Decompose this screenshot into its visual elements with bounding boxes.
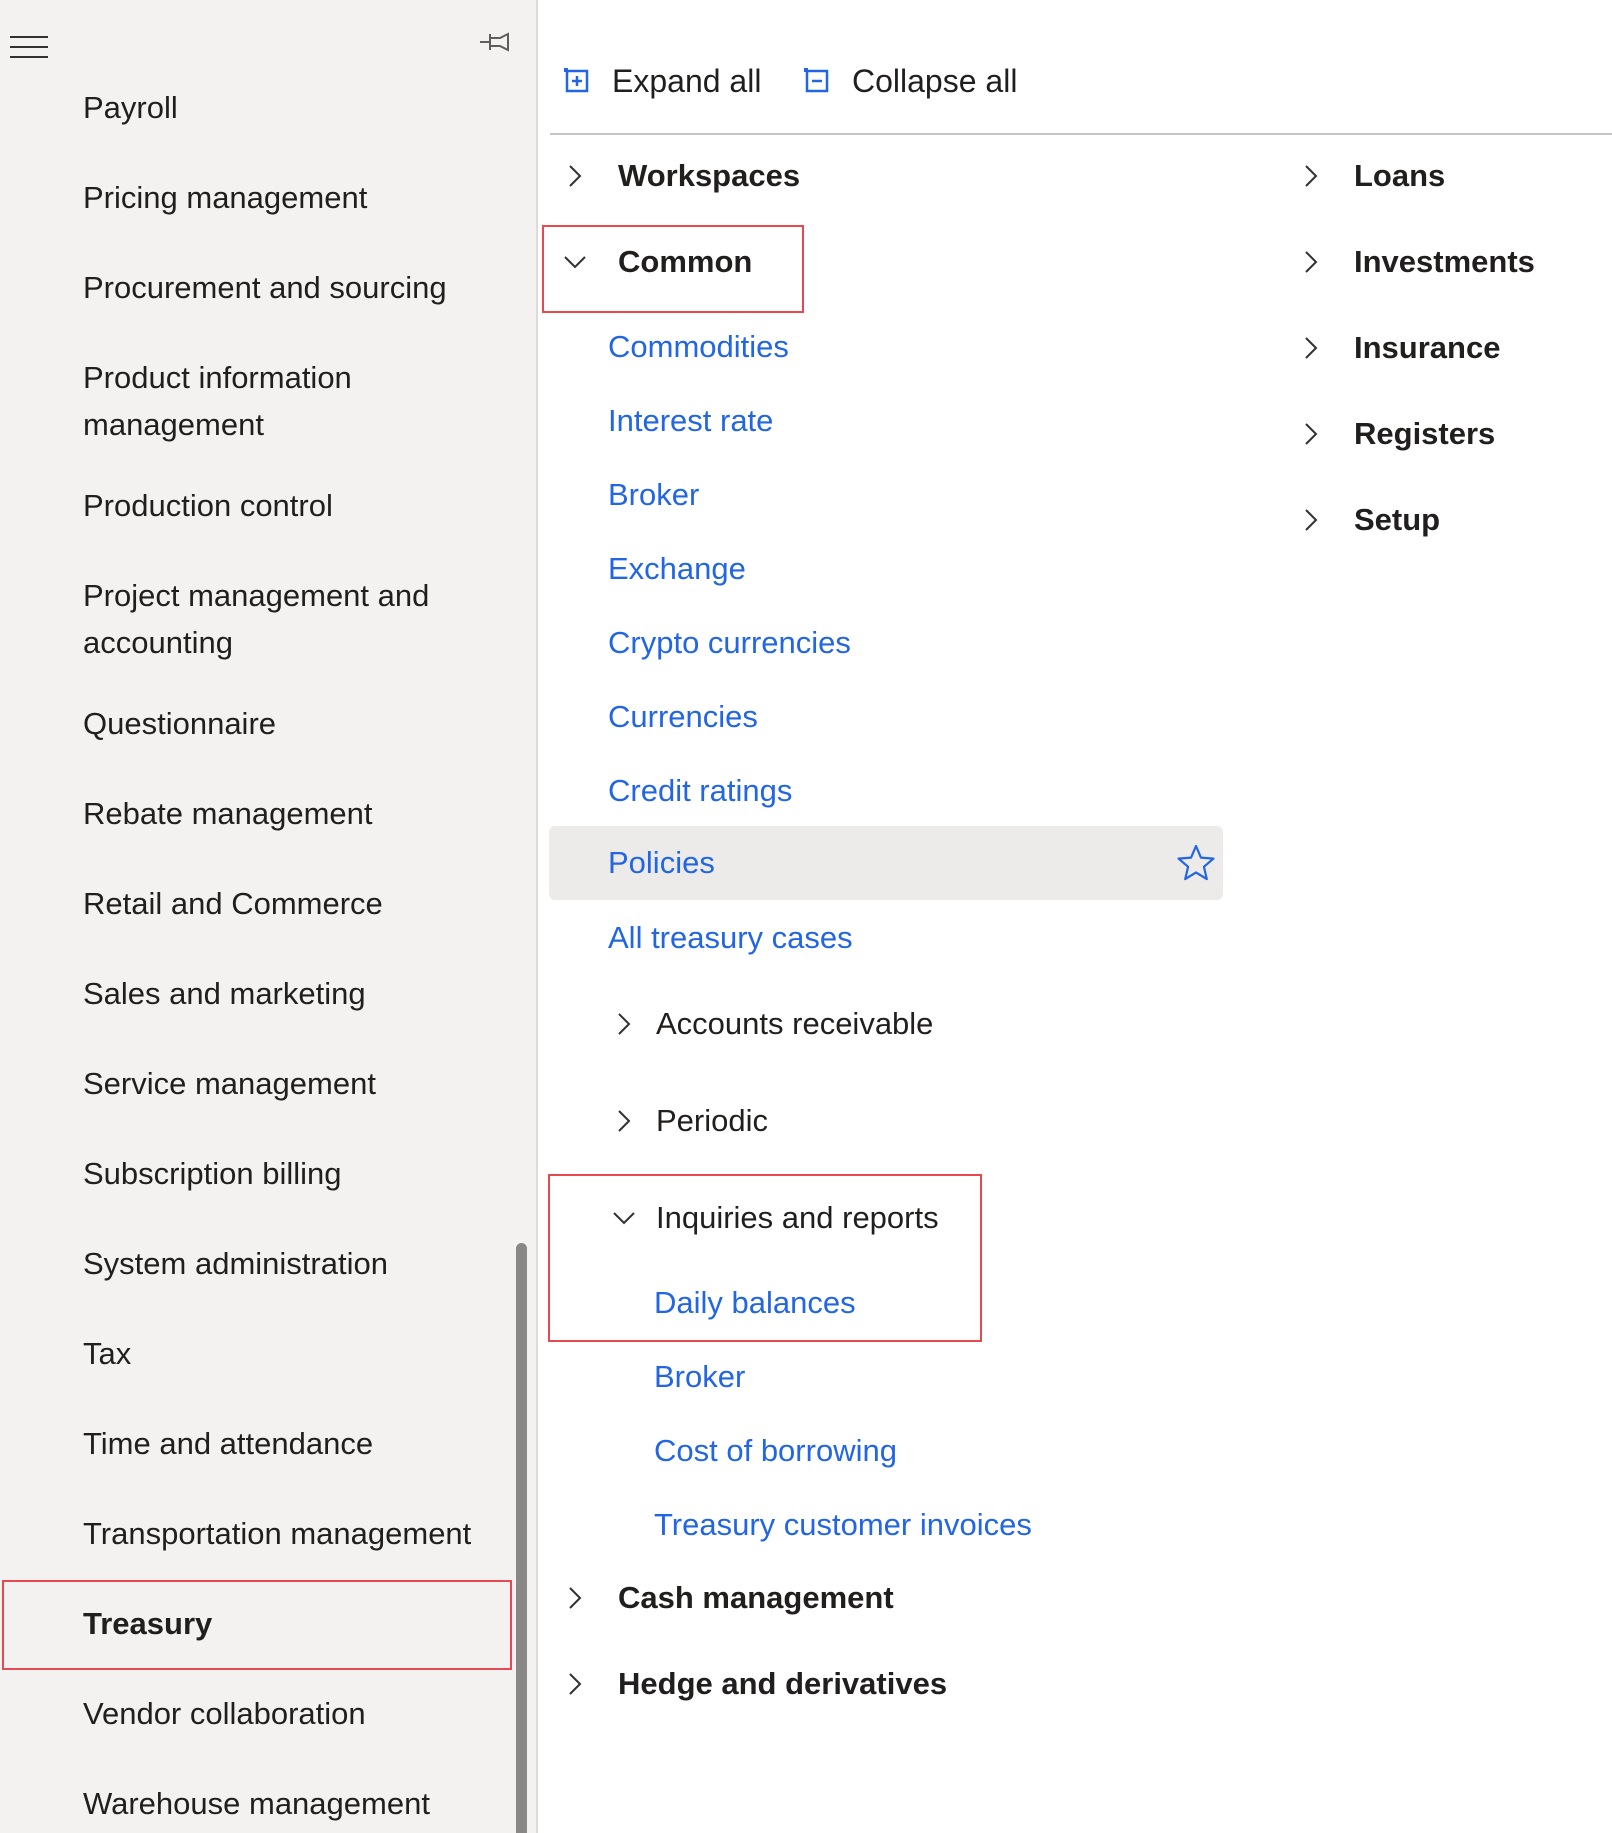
group-label: Investments	[1354, 244, 1535, 279]
hamburger-icon[interactable]	[10, 36, 48, 58]
chevron-right-icon	[562, 163, 588, 189]
nav-item-sales-and-marketing[interactable]: Sales and marketing	[83, 976, 366, 1011]
group-label: Registers	[1354, 416, 1496, 451]
nav-item-transportation-management[interactable]: Transportation management	[83, 1516, 472, 1551]
group-registers[interactable]	[1298, 408, 1495, 460]
nav-item-treasury[interactable]: Treasury	[83, 1606, 213, 1641]
chevron-right-icon	[612, 1012, 636, 1036]
subgroup-label: Periodic	[656, 1103, 768, 1138]
toolbar-divider	[550, 133, 1612, 135]
chevron-right-icon	[1298, 507, 1324, 533]
group-label: Common	[618, 244, 753, 279]
link-cost-of-borrowing[interactable]: Cost of borrowing	[654, 1433, 897, 1468]
group-label: Hedge and derivatives	[618, 1666, 948, 1701]
expand-all-button[interactable]	[562, 58, 761, 104]
chevron-right-icon	[562, 1585, 588, 1611]
expand-all-icon	[562, 66, 592, 96]
group-common[interactable]	[562, 236, 752, 288]
chevron-right-icon	[1298, 421, 1324, 447]
navigation-pane	[0, 0, 538, 1833]
group-label: Workspaces	[618, 158, 801, 193]
group-workspaces[interactable]	[562, 150, 800, 202]
link-all-treasury-cases[interactable]: All treasury cases	[608, 920, 853, 955]
collapse-all-button[interactable]	[802, 58, 1017, 104]
nav-item-production-control[interactable]: Production control	[83, 488, 333, 523]
group-label: Setup	[1354, 502, 1441, 537]
nav-item-product-information-management[interactable]: Product information management	[83, 360, 352, 442]
nav-item-procurement-and-sourcing[interactable]: Procurement and sourcing	[83, 270, 447, 305]
group-label: Cash management	[618, 1580, 894, 1615]
chevron-right-icon	[612, 1109, 636, 1133]
chevron-down-icon	[612, 1206, 636, 1230]
pin-icon[interactable]	[478, 28, 516, 56]
group-hedge-and-derivatives[interactable]	[562, 1658, 947, 1710]
nav-item-time-and-attendance[interactable]: Time and attendance	[83, 1426, 374, 1461]
nav-item-warehouse-management[interactable]: Warehouse management	[83, 1786, 430, 1821]
nav-item-payroll[interactable]: Payroll	[83, 90, 178, 125]
link-currencies[interactable]: Currencies	[608, 699, 758, 734]
link-exchange[interactable]: Exchange	[608, 551, 746, 586]
subgroup-inquiries-and-reports[interactable]	[612, 1192, 939, 1244]
nav-item-vendor-collaboration[interactable]: Vendor collaboration	[83, 1696, 366, 1731]
collapse-all-label: Collapse all	[852, 62, 1018, 99]
star-favorite-icon[interactable]	[1176, 843, 1216, 883]
nav-item-system-administration[interactable]: System administration	[83, 1246, 388, 1281]
group-investments[interactable]	[1298, 236, 1535, 288]
chevron-right-icon	[1298, 249, 1324, 275]
group-setup[interactable]	[1298, 494, 1440, 546]
link-crypto-currencies[interactable]: Crypto currencies	[608, 625, 851, 660]
nav-item-service-management[interactable]: Service management	[83, 1066, 376, 1101]
nav-item-tax[interactable]: Tax	[83, 1336, 132, 1371]
link-policies[interactable]: Policies	[608, 845, 715, 880]
chevron-down-icon	[562, 249, 588, 275]
subgroup-accounts-receivable[interactable]	[612, 998, 933, 1050]
group-label: Insurance	[1354, 330, 1501, 365]
nav-item-retail-and-commerce[interactable]: Retail and Commerce	[83, 886, 383, 921]
link-interest-rate[interactable]: Interest rate	[608, 403, 774, 438]
chevron-right-icon	[1298, 163, 1324, 189]
link-treasury-customer-invoices[interactable]: Treasury customer invoices	[654, 1507, 1032, 1542]
subgroup-label: Accounts receivable	[656, 1006, 934, 1041]
link-commodities[interactable]: Commodities	[608, 329, 789, 364]
nav-item-questionnaire[interactable]: Questionnaire	[83, 706, 277, 741]
expand-all-label: Expand all	[612, 62, 762, 99]
group-insurance[interactable]	[1298, 322, 1500, 374]
chevron-right-icon	[1298, 335, 1324, 361]
nav-item-rebate-management[interactable]: Rebate management	[83, 796, 373, 831]
link-credit-ratings[interactable]: Credit ratings	[608, 773, 793, 808]
subgroup-periodic[interactable]	[612, 1095, 768, 1147]
link-inquiry-broker[interactable]: Broker	[654, 1359, 746, 1394]
nav-item-subscription-billing[interactable]: Subscription billing	[83, 1156, 342, 1191]
link-broker[interactable]: Broker	[608, 477, 700, 512]
nav-item-pricing-management[interactable]: Pricing management	[83, 180, 368, 215]
subgroup-label: Inquiries and reports	[656, 1200, 939, 1235]
link-daily-balances[interactable]: Daily balances	[654, 1285, 856, 1320]
group-cash-management[interactable]	[562, 1572, 894, 1624]
group-loans[interactable]	[1298, 150, 1445, 202]
collapse-all-icon	[802, 66, 832, 96]
nav-item-project-management-and-accounting[interactable]: Project management and accounting	[83, 578, 430, 660]
scrollbar-thumb[interactable]	[516, 1243, 527, 1833]
chevron-right-icon	[562, 1671, 588, 1697]
group-label: Loans	[1354, 158, 1446, 193]
